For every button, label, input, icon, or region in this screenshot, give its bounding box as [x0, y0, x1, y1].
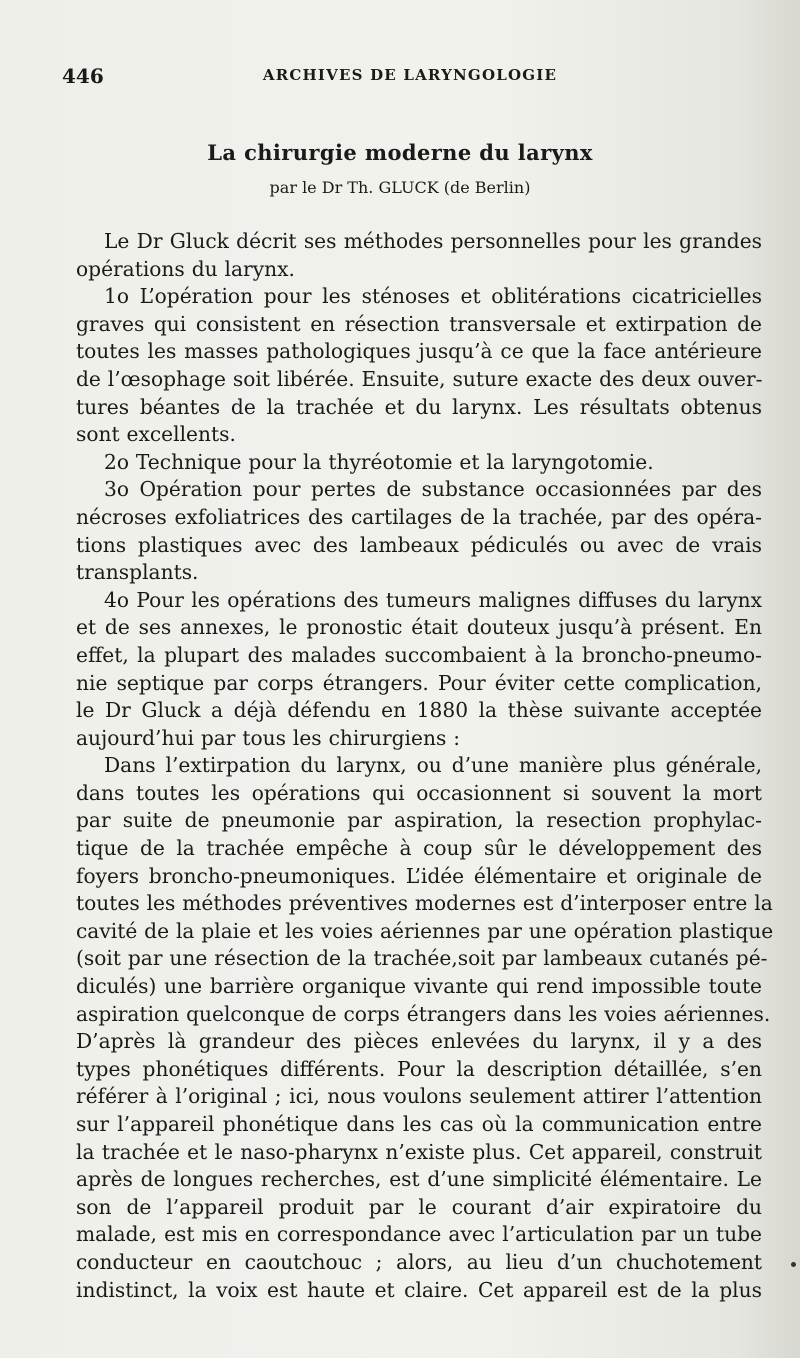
text-line: aspiration quelconque de corps étrangers dans les voies aériennes. — [76, 1001, 771, 1026]
text-line: tions plastiques avec des lambeaux pédiculés ou avec de vrais — [76, 532, 762, 557]
text-line: diculés) une barrière organique vivante qui rend impossible toute — [76, 974, 762, 999]
text-line: de l’œsophage soit libérée. Ensuite, suture exacte des deux ouver- — [76, 366, 763, 391]
text-line: nie septique par corps étrangers. Pour éviter cette complication, — [76, 670, 762, 695]
text-line: référer à l’original ; ici, nous voulons seulement attirer l’attention — [76, 1084, 762, 1109]
journal-title: ARCHIVES DE LARYNGOLOGIE — [262, 66, 558, 84]
text-line: 1o L’opération pour les sténoses et oblitérations cicatricielles — [104, 284, 762, 309]
text-line: types phonétiques différents. Pour la description détaillée, s’en — [76, 1056, 762, 1081]
text-line: son de l’appareil produit par le courant d’air expiratoire du — [76, 1194, 762, 1219]
text-line: (soit par une résection de la trachée,soit par lambeaux cutanés pé- — [76, 946, 768, 971]
text-line: aujourd’hui par tous les chirurgiens : — [76, 725, 461, 750]
text-line: malade, est mis en correspondance avec l’articulation par un tube — [76, 1222, 762, 1247]
running-head — [60, 64, 760, 94]
text-line: transplants. — [76, 560, 199, 585]
text-line: sur l’appareil phonétique dans les cas où la communication entre — [76, 1112, 762, 1136]
text-line: 3o Opération pour pertes de substance occasionnées par des — [104, 477, 762, 502]
text-line: tique de la trachée empêche à coup sûr le développement des — [76, 836, 762, 861]
text-line: tures béantes de la trachée et du larynx. Les résultats obtenus — [76, 394, 762, 419]
text-line: par suite de pneumonie par aspiration, la resection prophylac- — [76, 808, 762, 833]
text-line: foyers broncho-pneumoniques. L’idée élémentaire et originale de — [76, 863, 762, 888]
article-body — [76, 228, 774, 1304]
text-line: Dans l’extirpation du larynx, ou d’une manière plus générale, — [104, 753, 762, 778]
text-line: D’après là grandeur des pièces enlevées du larynx, il y a des — [76, 1029, 762, 1054]
text-line: 2o Technique pour la thyréotomie et la laryngotomie. — [104, 449, 654, 474]
text-line: graves qui consistent en résection transversale et extirpation de — [76, 311, 762, 336]
text-line: 4o Pour les opérations des tumeurs malignes diffuses du larynx — [104, 587, 762, 612]
text-line: nécroses exfoliatrices des cartilages de la trachée, par des opéra- — [76, 504, 762, 529]
text-line: indistinct, la voix est haute et claire. Cet appareil est de la plus — [76, 1277, 762, 1302]
text-line: sont excellents. — [76, 422, 236, 447]
text-line: conducteur en caoutchouc ; alors, au lieu d’un chuchotement — [76, 1249, 762, 1274]
text-line: opérations du larynx. — [76, 256, 295, 281]
text-line: et de ses annexes, le pronostic était douteux jusqu’à présent. En — [76, 615, 762, 640]
text-line: après de longues recherches, est d’une simplicité élémentaire. Le — [76, 1167, 762, 1192]
text-line: la trachée et le naso-pharynx n’existe plus. Cet appareil, construit — [76, 1139, 762, 1164]
page-number: 446 — [62, 64, 104, 88]
text-line: le Dr Gluck a déjà défendu en 1880 la thèse suivante acceptée — [76, 698, 762, 723]
text-line: toutes les méthodes préventives modernes est d’interposer entre la — [76, 891, 773, 916]
text-line: cavité de la plaie et les voies aériennes par une opération plastique — [76, 918, 774, 943]
scan-mark — [791, 1262, 796, 1267]
text-line: effet, la plupart des malades succombaient à la broncho-pneumo- — [76, 642, 762, 667]
text-line: Le Dr Gluck décrit ses méthodes personnelles pour les grandes — [104, 229, 762, 253]
text-line: toutes les masses pathologiques jusqu’à ce que la face antérieure — [76, 339, 762, 364]
text-line: dans toutes les opérations qui occasionnent si souvent la mort — [76, 780, 762, 805]
article-byline: par le Dr Th. GLUCK (de Berlin) — [269, 178, 531, 197]
article-title: La chirurgie moderne du larynx — [207, 140, 593, 165]
